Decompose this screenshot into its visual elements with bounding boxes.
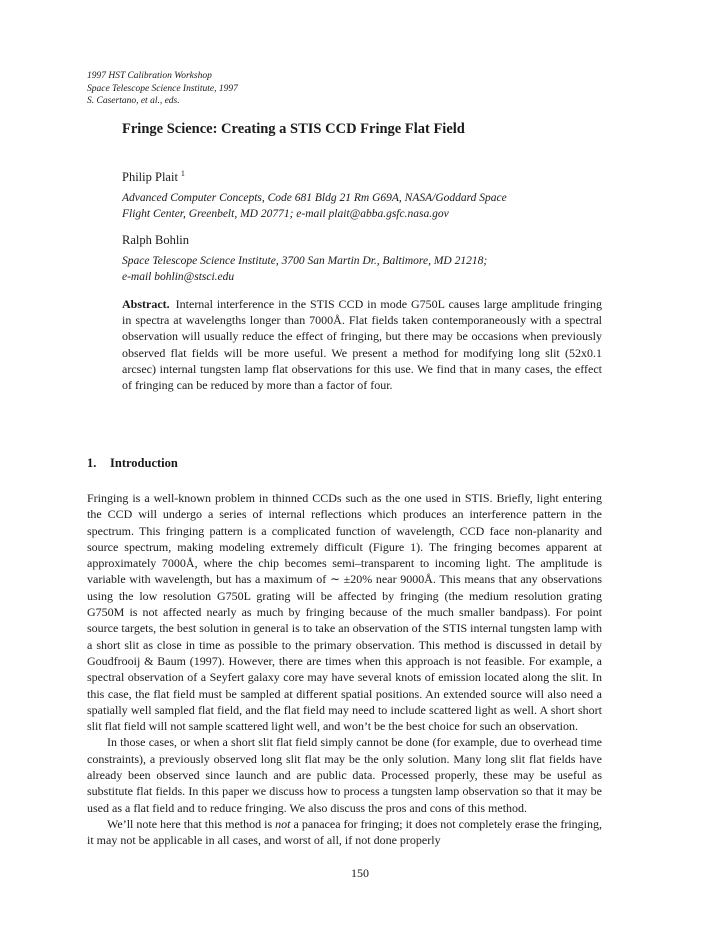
body-text xyxy=(87,490,602,849)
paragraph-2: In those cases, or when a short slit flat field simply cannot be done (for example, due to overhead time constraints), a previously observed long slit flat may be the only solution. Many long slit flat fields have already been observed since launch and are public data. Processed properly, these may be useful as substitute flat fields. In this paper we discuss how to process a tungsten lamp observation so that it may be used as a flat field and to reduce fringing. We also discuss the pros and cons of this method. xyxy=(87,735,602,815)
affiliation-line: e-mail bohlin@stsci.edu xyxy=(122,270,235,283)
abstract-text: Internal interference in the STIS CCD in mode G750L causes large amplitude fringing in spectra at wavelengths longer than 7000Å. Flat fields taken contemporaneously with a spectral observation will usually reduce the effect of fringing, but there may be occasions when previously observed flat fields will be more useful. We present a method for modifying long slit (52x0.1 arcsec) internal tungsten lamp flat observations for this use. We find that in many cases, the effect of fringing can be reduced by more than a factor of four. xyxy=(122,297,602,393)
author-1-affiliation xyxy=(122,191,602,222)
author-1 xyxy=(122,169,185,185)
emphasis-not: not xyxy=(275,816,291,831)
author-2 xyxy=(122,233,189,248)
paragraph-1: Fringing is a well-known problem in thinned CCDs such as the one used in STIS. Briefly, light entering the CCD will undergo a series of internal reflections which produces an interference pattern in the spectrum. This fringing pattern is a complicated function of wavelength, CCD face non-planarity and source spectrum, making modeling extremely difficult (Figure 1). The fringing becomes apparent at approximately 7000Å, where the chip becomes semi–transparent to incoming light. The amplitude is variable with wavelength, but has a maximum of ∼ ±20% near 9000Å. This means that any observations using the low resolution G750L grating will be affected by fringing (the medium resolution grating G750M is not affected nearly as much by fringing because of the much smaller bandpass). For point source targets, the best solution in general is to take an observation of the STIS internal tungsten lamp with a short slit as close in time as possible to the primary observation. This method is discussed in detail by Goudfrooij & Baum (1997). However, there are times when this approach is not feasible. For example, a spectral observation of a Seyfert galaxy core may have several knots of emission located along the slit. In this case, the flat field must be sampled at different spatial positions. An extended source will also need a spatially well sampled flat field, and the flat field may need to include scattered light as well. A short short slit flat field will not sample scattered light well, and won’t be the best choice for such an observation. xyxy=(87,491,602,734)
author-1-name: Philip Plait xyxy=(122,170,178,184)
header-line-3: S. Casertano, et al., eds. xyxy=(87,96,180,106)
abstract xyxy=(122,296,602,393)
header-line-2: Space Telescope Science Institute, 1997 xyxy=(87,83,238,94)
section-title: Introduction xyxy=(110,456,178,470)
paragraph-3-start: We’ll note here that this method is xyxy=(107,816,276,831)
abstract-label: Abstract. xyxy=(122,297,170,311)
affiliation-line: Space Telescope Science Institute, 3700 San Martin Dr., Baltimore, MD 21218; xyxy=(122,255,488,267)
page-number: 150 xyxy=(351,866,369,880)
author-2-affiliation xyxy=(122,254,602,285)
author-2-name: Ralph Bohlin xyxy=(122,233,190,247)
author-1-footnote-mark: 1 xyxy=(180,169,185,178)
affiliation-line: Advanced Computer Concepts, Code 681 Bldg 21 Rm G69A, NASA/Goddard Space xyxy=(122,192,507,204)
affiliation-line: Flight Center, Greenbelt, MD 20771; e-mail plait@abba.gsfc.nasa.gov xyxy=(122,207,449,220)
conference-header xyxy=(87,70,238,108)
section-number: 1. xyxy=(87,456,97,470)
paragraph-3-end: a panacea for fringing; it does not completely erase the fringing, it may not be applicable in all cases, and worst of all, if not done properly xyxy=(87,816,602,848)
section-heading xyxy=(87,456,178,471)
paragraph-3 xyxy=(87,816,602,849)
paper-title: Fringe Science: Creating a STIS CCD Fringe Flat Field xyxy=(122,121,465,137)
header-line-1: 1997 HST Calibration Workshop xyxy=(87,71,212,81)
